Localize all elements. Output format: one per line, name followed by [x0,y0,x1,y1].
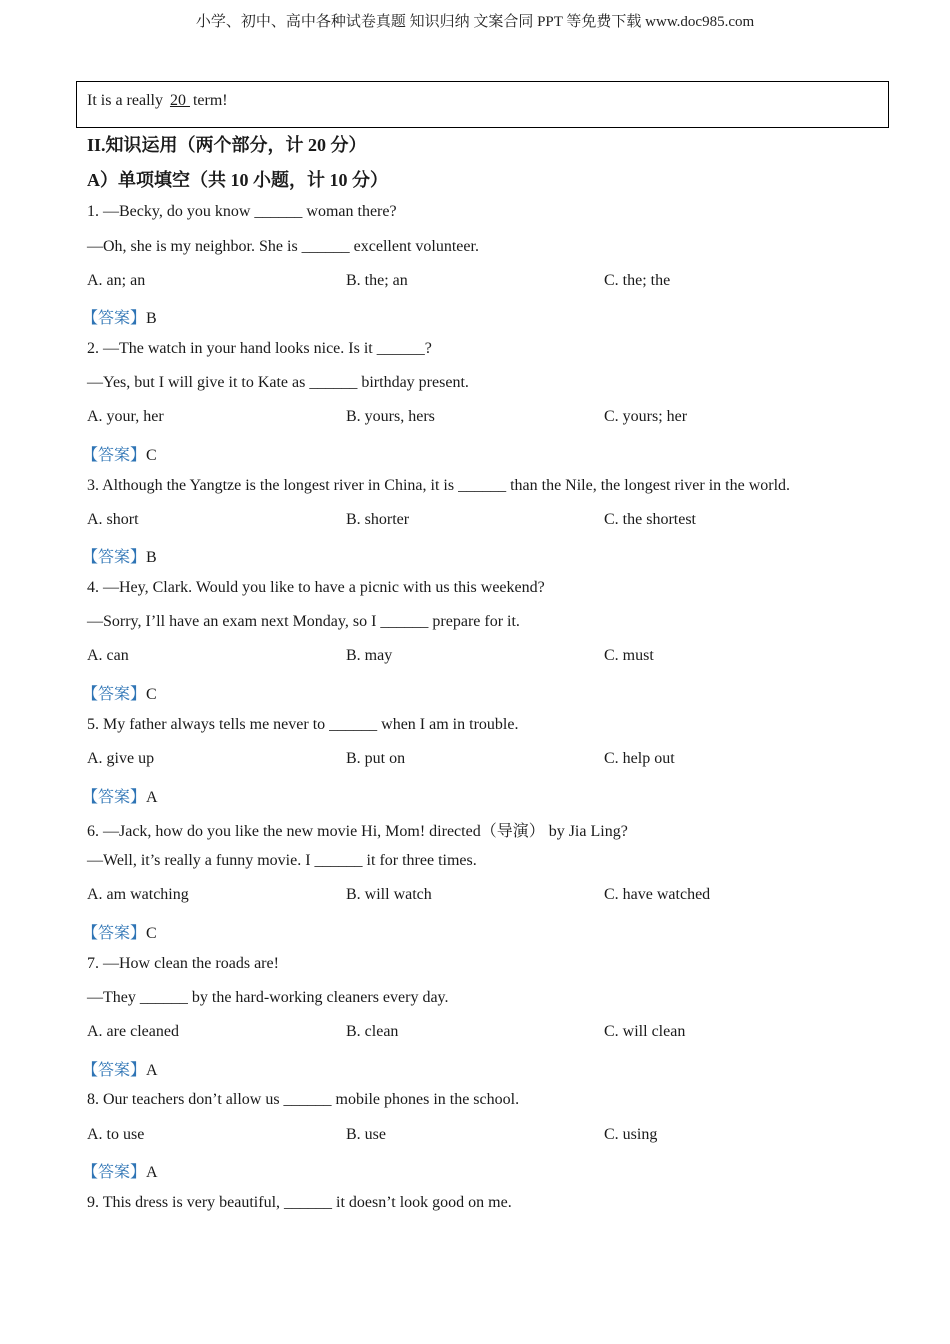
question-4-answer [82,681,157,704]
answer-value: A [146,1062,158,1079]
answer-value: C [146,447,157,464]
question-7-option-a: A. are cleaned [87,1023,179,1040]
question-6-answer [82,920,157,943]
question-4-option-b: B. may [346,647,393,664]
question-1-option-b: B. the; an [346,272,408,289]
answer-tag: 【答案】 [82,310,147,327]
answer-tag: 【答案】 [82,686,147,703]
question-6-option-b: B. will watch [346,886,432,903]
question-3-option-b: B. shorter [346,511,410,528]
question-1-option-c: C. the; the [604,272,671,289]
question-8-answer [82,1159,158,1182]
question-7-option-b: B. clean [346,1023,399,1040]
question-7-line-1: 7. —How clean the roads are! [87,955,279,972]
question-2-option-c: C. yours; her [604,408,688,425]
answer-value: A [146,1164,158,1181]
question-3-option-c: C. the shortest [604,511,696,528]
box-suffix: term! [192,92,228,109]
question-8-line-1: 8. Our teachers don’t allow us ______ mobile phones in the school. [87,1091,520,1108]
answer-value: B [146,310,157,327]
question-2-line-2: —Yes, but I will give it to Kate as ______ birthday present. [87,374,469,391]
answer-tag: 【答案】 [82,1164,147,1181]
question-6-option-c: C. have watched [604,886,711,903]
question-9-line-1: 9. This dress is very beautiful, ______ it doesn’t look good on me. [87,1194,512,1211]
question-6-line-1: 6. —Jack, how do you like the new movie Hi, Mom! directed（导演） by Jia Ling? [87,823,628,840]
question-5-option-a: A. give up [87,750,155,767]
answer-value: C [146,925,157,942]
question-2-line-1: 2. —The watch in your hand looks nice. Is it ______? [87,340,432,357]
question-6-line-2: —Well, it’s really a funny movie. I ______ it for three times. [87,852,477,869]
answer-tag: 【答案】 [82,447,147,464]
question-4-option-c: C. must [604,647,654,664]
reading-answer-box [76,81,889,128]
question-2-option-b: B. yours, hers [346,408,435,425]
answer-value: B [146,549,157,566]
question-8-option-c: C. using [604,1126,658,1143]
question-2-answer [82,442,157,465]
question-6-option-a: A. am watching [87,886,189,903]
box-prefix: It is a really [87,92,167,109]
question-5-line-1: 5. My father always tells me never to ______ when I am in trouble. [87,716,519,733]
question-5-option-c: C. help out [604,750,675,767]
answer-value: A [146,789,158,806]
question-4-line-1: 4. —Hey, Clark. Would you like to have a picnic with us this weekend? [87,579,545,596]
question-2-option-a: A. your, her [87,408,164,425]
question-5-option-b: B. put on [346,750,406,767]
question-3-option-a: A. short [87,511,139,528]
site-header: 小学、初中、高中各种试卷真题 知识归纳 文案合同 PPT 等免费下载 www.doc985.com [195,14,755,30]
answer-value: C [146,686,157,703]
subsection-title: A）单项填空（共 10 小题，计 10 分） [87,170,388,190]
question-7-option-c: C. will clean [604,1023,686,1040]
question-8-option-a: A. to use [87,1126,145,1143]
question-4-line-2: —Sorry, I’ll have an exam next Monday, so I ______ prepare for it. [87,613,520,630]
answer-tag: 【答案】 [82,789,147,806]
question-7-answer [82,1057,158,1080]
answer-tag: 【答案】 [82,549,147,566]
question-3-line-1: 3. Although the Yangtze is the longest river in China, it is ______ than the Nile, the longest river in the world. [87,477,791,494]
question-8-option-b: B. use [346,1126,386,1143]
question-1-line-2: —Oh, she is my neighbor. She is ______ excellent volunteer. [87,238,479,255]
answer-tag: 【答案】 [82,1062,147,1079]
question-5-answer [82,784,158,807]
question-4-option-a: A. can [87,647,129,664]
question-1-answer [82,305,157,328]
question-3-answer [82,544,157,567]
box-sentence [87,92,228,110]
question-7-line-2: —They ______ by the hard-working cleaners every day. [87,989,449,1006]
question-1-option-a: A. an; an [87,272,146,289]
section-title: II.知识运用（两个部分，计 20 分） [87,135,367,155]
box-blank: 20 [169,92,190,109]
answer-tag: 【答案】 [82,925,147,942]
question-1-line-1: 1. —Becky, do you know ______ woman there? [87,203,397,220]
